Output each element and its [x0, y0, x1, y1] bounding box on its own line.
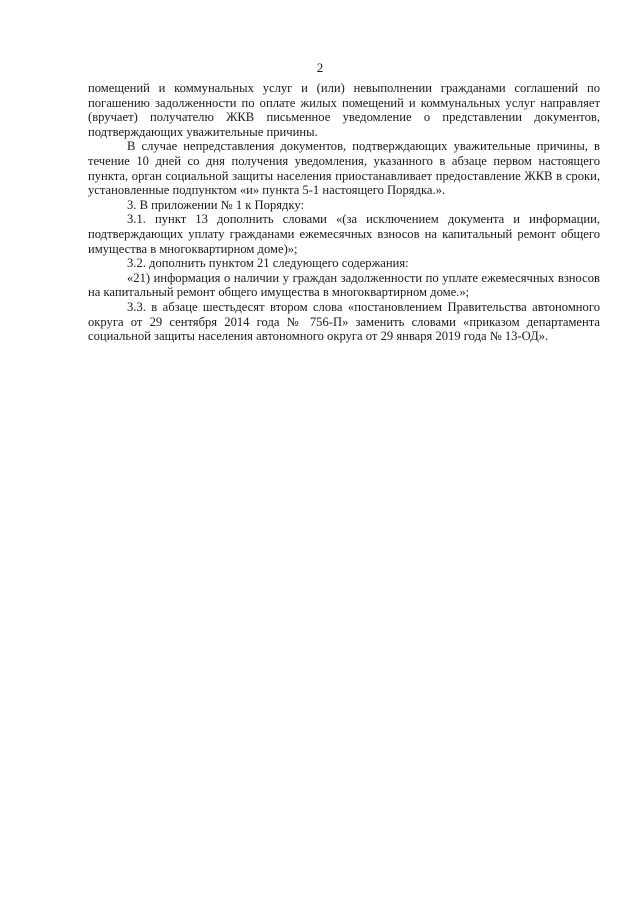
paragraph-continuation: помещений и коммунальных услуг и (или) невыполнении гражданами соглашений по погашению задолженности по оплате жилых помещений и коммунальных услуг направляет (вручает) получателю ЖКВ письменное уведомление о представлении документов, подтверждающих уважительные причины. — [88, 81, 600, 139]
document-body — [88, 81, 600, 344]
page-number: 2 — [316, 60, 324, 75]
paragraph-item-21: «21) информация о наличии у граждан задолженности по уплате ежемесячных взносов на капитальный ремонт общего имущества в многоквартирном доме.»; — [88, 270, 600, 300]
paragraph-nonsubmission: В случае непредставления документов, подтверждающих уважительные причины, в течение 10 дней со дня получения уведомления, указанного в абзаце первом настоящего пункта, орган социальной защиты населения приостанавливает предоставление ЖКВ в сроки, установленные подпунктом «и» пункта 5-1 настоящего Порядка.». — [88, 139, 600, 198]
paragraph-section-3: 3. В приложении № 1 к Порядку: — [127, 197, 305, 212]
paragraph-item-3-1: 3.1. пункт 13 дополнить словами «(за исключением документа и информации, подтверждающих уплату гражданами ежемесячных взносов на капитальный ремонт общего имущества в многоквартирном доме)»; — [88, 212, 600, 256]
paragraph-item-3-3: 3.3. в абзаце шестьдесят втором слова «постановлением Правительства автономного округа от 29 сентября 2014 года № 756-П» заменить словами «приказом департамента социальной защиты населения автономного округа от 29 января 2019 года № 13-ОД». — [88, 299, 600, 344]
paragraph-item-3-2: 3.2. дополнить пунктом 21 следующего содержания: — [127, 256, 409, 271]
